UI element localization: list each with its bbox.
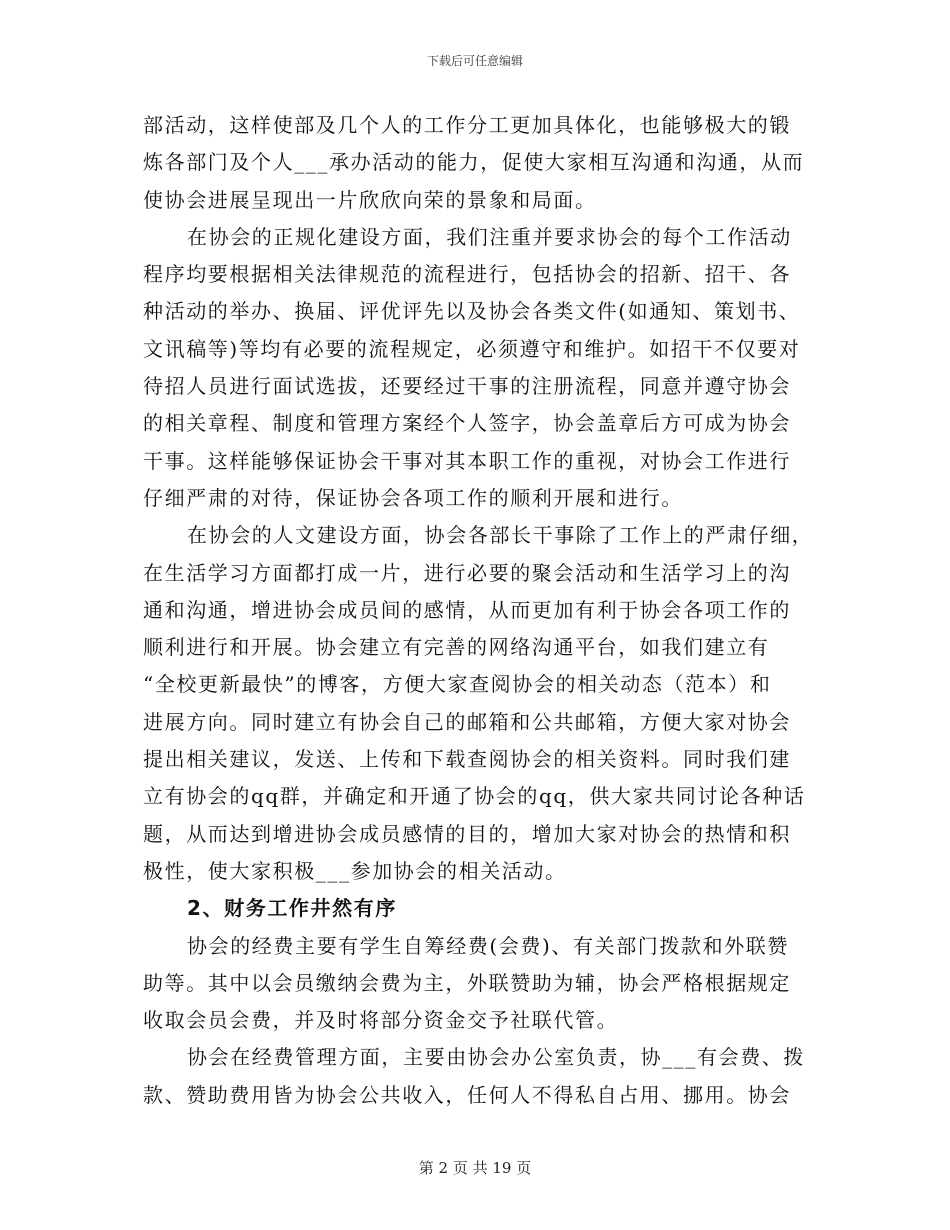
text-line: 仔细严肃的对待，保证协会各项工作的顺利开展和进行。 — [143, 485, 683, 510]
text-line: 助等。其中以会员缴纳会费为主，外联赞助为辅，协会严格根据规定 — [143, 970, 791, 995]
text-line: 炼各部门及个人___承办活动的能力，促使大家相互沟通和沟通，从而 — [143, 150, 805, 175]
text-line: 在生活学习方面都打成一片，进行必要的聚会活动和生活学习上的沟 — [143, 560, 791, 585]
paragraph-start-line: 协会的经费主要有学生自筹经费(会费)、有关部门拨款和外联赞 — [187, 933, 790, 958]
text-line: 极性，使大家积极___参加协会的相关活动。 — [143, 858, 567, 883]
text-line: 干事。这样能够保证协会干事对其本职工作的重视，对协会工作进行 — [143, 448, 791, 473]
text-line: 文讯稿等)等均有必要的流程规定，必须遵守和维护。如招干不仅要对 — [143, 336, 801, 361]
text-line: 顺利进行和开展。协会建立有完善的网络沟通平台，如我们建立有 — [143, 635, 770, 660]
text-line: 待招人员进行面试选拔，还要经过干事的注册流程，同意并遵守协会 — [143, 374, 791, 399]
text-line: 部活动，这样使部及几个人的工作分工更加具体化，也能够极大的锻 — [143, 113, 791, 137]
text-line: 的相关章程、制度和管理方案经个人签字，协会盖章后方可成为协会 — [143, 411, 791, 436]
text-line: 使协会进展呈现出一片欣欣向荣的景象和局面。 — [143, 187, 597, 212]
text-line: 题，从而达到增进协会成员感情的目的，增加大家对协会的热情和积 — [143, 821, 791, 846]
page-header: 下载后可任意编辑 — [426, 54, 523, 68]
text-line: 收取会员会费，并及时将部分资金交予社联代管。 — [143, 1008, 619, 1033]
text-line: 通和沟通，增进协会成员间的感情，从而更加有利于协会各项工作的 — [143, 597, 791, 622]
text-line: 款、赞助费用皆为协会公共收入，任何人不得私自占用、挪用。协会 — [143, 1082, 791, 1107]
text-line: 进展方向。同时建立有协会自己的邮箱和公共邮箱，方便大家对协会 — [143, 709, 791, 734]
paragraph-start-line: 在协会的正规化建设方面，我们注重并要求协会的每个工作活动 — [187, 224, 792, 249]
text-line: 种活动的举办、换届、评优评先以及协会各类文件(如通知、策划书、 — [143, 299, 801, 324]
paragraph-start-line: 在协会的人文建设方面，协会各部长干事除了工作上的严肃仔细， — [187, 523, 814, 548]
page-footer: 第 2 页 共 19 页 — [418, 1159, 532, 1177]
text-line: “全校更新最快”的博客，方便大家查阅协会的相关动态（范本）和 — [143, 672, 772, 697]
document-body — [143, 107, 814, 1114]
section-heading: 2、财务工作井然有序 — [187, 896, 397, 921]
paragraph-start-line: 协会在经费管理方面，主要由协会办公室负责，协___有会费、拨 — [187, 1045, 805, 1070]
text-line: 程序均要根据相关法律规范的流程进行，包括协会的招新、招干、各 — [143, 262, 791, 287]
text-line: 提出相关建议，发送、上传和下载查阅协会的相关资料。同时我们建 — [143, 747, 791, 772]
text-line: 立有协会的qq群，并确定和开通了协会的qq，供大家共同讨论各种话 — [143, 784, 806, 809]
